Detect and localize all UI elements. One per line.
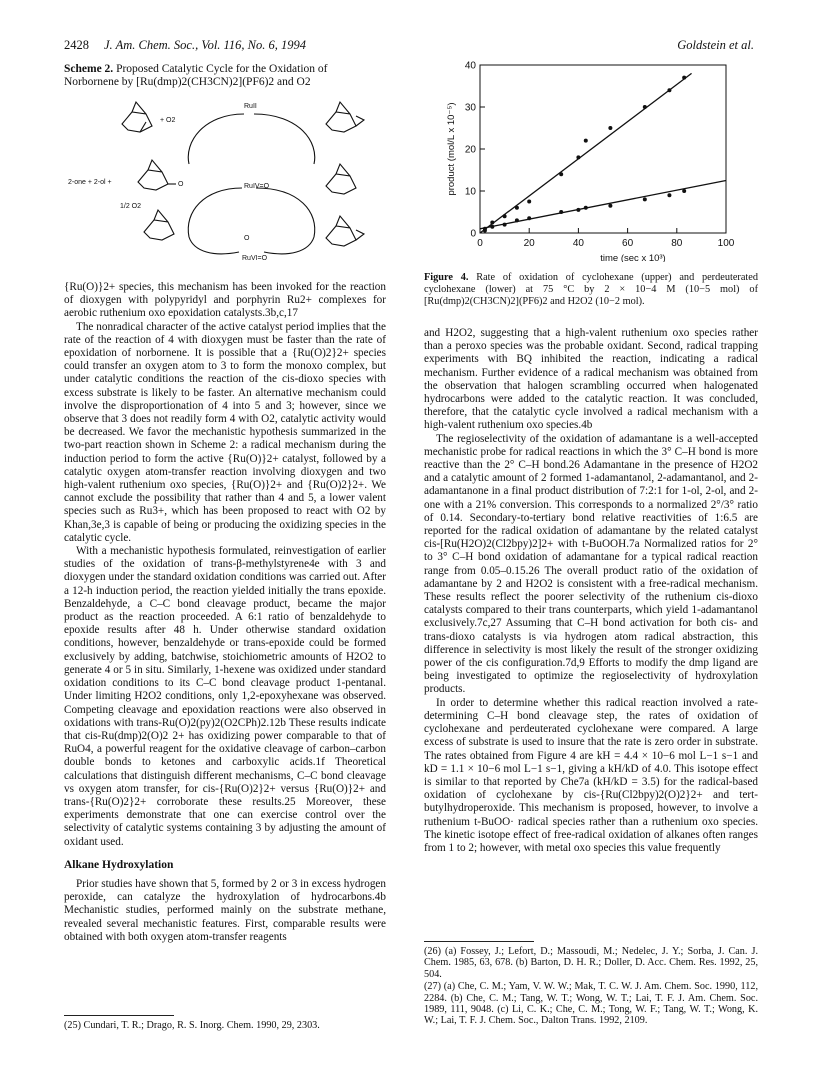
text-column-left — [64, 281, 386, 944]
series-perdeuterated-point — [503, 223, 507, 227]
series-perdeuterated-point — [682, 189, 686, 193]
x-tick-label: 80 — [671, 238, 683, 249]
section-heading: Alkane Hydroxylation — [64, 858, 174, 871]
series-perdeuterated-point — [584, 206, 588, 210]
text-column-right — [424, 327, 758, 855]
epoxide-structure-top — [326, 102, 364, 132]
paragraph: Prior studies have shown that 5, formed by 2 or 3 in excess hydrogen peroxide, can catalyze the hydroxylation of hydrocarbons.4b Mechanistic studies, performed mainly on the substrate methane, revealed several mechanistic features. First, comparable results were obtained with both oxygen atom-transfer reagents — [64, 877, 386, 943]
scheme-label-o-atom: O — [244, 235, 250, 242]
series-cyclohexane-point — [584, 139, 588, 143]
x-axis-label: time (sec x 10³) — [600, 253, 666, 262]
cycle-arc-upper-right — [254, 114, 315, 164]
series-perdeuterated-point — [608, 204, 612, 208]
series-cyclohexane-point — [667, 88, 671, 92]
figure-caption — [424, 272, 758, 307]
series-perdeuterated-point — [667, 193, 671, 197]
footnotes-right — [424, 946, 758, 1028]
paragraph: With a mechanistic hypothesis formulated, reinvestigation of earlier studies of the oxidation of trans-β-methylstyrene4e with 3 and dioxygen under the standard oxidation conditions was carried out. After a 12-h induction period, the reaction yielded initially the trans epoxide. Benzaldehyde, a C–C bond cleavage product, became the major product as the reaction proceeded. A 6:1 ratio of benzaldehyde to epoxide results after 48 h. Under otherwise standard oxidation conditions, however, benzaldehyde or trans-epoxide could be formed exclusively by adding, batchwise, stoichiometric amounts of H2O2 to generate 4 or 5 in situ. Similarly, 1-hexene was oxidized under standard oxidation conditions to its C–C bond cleavage product 1-pentanal. Under limiting H2O2 conditions, only 1,2-epoxyhexane was observed. Competing cleavage and epoxidation reactions were also observed in oxidations with trans-Ru(O)2(py)2(O2CPh)2.12b These results indicate that cis-Ru(dmp)2(O)2 2+ has oxidizing power comparable to that of RuO4, a powerful reagent for the oxidative cleavage of carbon–carbon double bonds to ketones and carboxylic acids.1f Theoretical calculations that distinguish different mechanisms, C–C bond cleavage vs oxygen atom transfer, for cis-{Ru(O)2}2+ versus {Ru(O)}2+ and trans-{Ru(O)2}2+ corroborate these results.25 Moreover, these experiments demonstrate that one can exercise control over the selectivity of catalytic systems containing 3 by adjusting the amount of oxidant used. — [64, 545, 386, 848]
y-axis-label: product (mol/L x 10⁻⁵) — [446, 102, 457, 196]
paragraph: and H2O2, suggesting that a high-valent ruthenium oxo species rather than a peroxo species was the probable oxidant. Second, radical trapping experiments with BQ inhibited the reaction, indicating a radical mechanism. Further evidence of a radical mechanism was obtained from the observation that halogen scrambling occurred when halogenated hydrocarbons were added to the catalytic reaction. It was concluded, therefore, that the catalytic cycle involved a radical mechanism with a high-valent ruthenium oxo species.4b — [424, 327, 758, 432]
cycle-arc-lower-right — [256, 188, 315, 237]
scheme-title — [64, 63, 384, 89]
series-perdeuterated-point — [576, 208, 580, 212]
x-tick-label: 40 — [572, 238, 584, 249]
scheme-label: Scheme 2. — [64, 63, 114, 75]
norbornene-structure — [122, 102, 152, 132]
footnote-rule-left — [64, 1015, 174, 1016]
cycle-arc-lower-left — [188, 188, 242, 237]
series-cyclohexane-point — [682, 76, 686, 80]
footnote: (25) Cundari, T. R.; Drago, R. S. Inorg. Chem. 1990, 29, 2303. — [64, 1020, 320, 1031]
paragraph: In order to determine whether this radical reaction involved a rate-determining C–H bond cleavage step, the rates of oxidation of cyclohexane and perdeuterated cyclohexane were compared. A large excess of substrate is used to insure that the rate is zero order in substrate. The rates obtained from Figure 4 are kH = 4.4 × 10−6 mol L−1 s−1 and kD = 1.1 × 10−6 mol L−1 s−1, giving a kH/kD of 4.0. This isotope effect is similar to that reported by Che7a (kH/kD = 3.5) for the radical-based oxidation of cyclohexane by cis-{Ru(Cl2bpy)2(O)2}2+ and tert-butylhydroperoxide. This mechanism is proposed, however, to involve a ruthenium t-BuOO· radical species rather than a ruthenium oxo species. The kinetic isotope effect of free-radical oxidation of alkanes often ranges from 1 to 2; however, with metal oxo species this value frequently — [424, 696, 758, 854]
series-cyclohexane-point — [608, 126, 612, 130]
scheme-label-ketone-o: O — [178, 181, 184, 188]
epoxide-structure-bottom — [326, 216, 364, 246]
scheme-label-half-o2: 1/2 O2 — [120, 203, 142, 210]
y-tick-label: 40 — [464, 60, 476, 72]
x-tick-label: 0 — [477, 238, 483, 249]
running-head — [64, 38, 754, 54]
scheme-title-text: Proposed Catalytic Cycle for the Oxidation of Norbornene by [Ru(dmp)2(CH3CN)2](PF6)2 and O2 — [64, 63, 328, 88]
norbornene-structure-right — [326, 164, 356, 194]
series-cyclohexane-point — [503, 214, 507, 218]
footnote: (26) (a) Fossey, J.; Lefort, D.; Massoudi, M.; Nedelec, J. Y.; Sorba, J. Can. J. Chem. 1985, 63, 678. (b) Barton, D. H. R.; Doller, D. Acc. Chem. Res. 1992, 25, 504. — [424, 946, 758, 980]
scheme-diagram — [64, 92, 384, 272]
figure-4-chart — [424, 57, 764, 262]
footnotes-left — [64, 1020, 386, 1032]
cycle-arc-bottom-right — [264, 237, 314, 254]
y-tick-label: 0 — [470, 228, 476, 240]
series-perdeuterated-point — [559, 210, 563, 214]
journal-citation: J. Am. Chem. Soc., Vol. 116, No. 6, 1994 — [104, 38, 306, 52]
scheme-label-ru-ii: RuII — [244, 103, 257, 110]
page-number: 2428 — [64, 38, 89, 52]
series-cyclohexane-point — [576, 155, 580, 159]
footnote-rule-right — [424, 941, 534, 942]
paragraph: {Ru(O)}2+ species, this mechanism has been invoked for the reaction of dioxygen with polypyridyl and porphyrin Ru2+ complexes for aerobic ruthenium oxo epoxidation catalysts.3b,c,17 — [64, 281, 386, 320]
paragraph: The regioselectivity of the oxidation of adamantane is a well-accepted mechanistic probe for radical reactions in which the 3° C–H bond is more reactive than the 2° C–H bond.26 Adamantane in the presence of H2O2 and a catalytic amount of 2 formed 1-adamantanol, 2-adamantanol, and 2-adamantanone in a final product distribution of 7:2:1 for 1-ol, 2-ol, and 2-one with a 21% conversion. This corresponds to a normalized 2°/3° ratio of 0.14. Secondary-to-tertiary bond relative reactivities of 1:6.5 are reported for the radical oxidation of adamantane by the related catalyst cis-[Ru(H2O)2(Cl2bpy)2]2+ with t-BuOOH.7a Normalized ratios for 2° to 3° C–H bond oxidation of adamantane for a typical radical reaction range from 0.05–0.15.26 The overall product ratio of the oxidation of adamantane by 2 and H2O2 is consistent with a free-radical mechanism. These results reflect the poorer selectivity of the ruthenium cis-dioxo catalysts compared to their trans counterparts, which yield 1-adamantanol exclusively.7c,27 Assuming that C–H bond activation for both cis- and trans-dioxo catalysts is via hydrogen atom radical abstraction, this difference in selectivity is most likely the result of the stronger oxidizing power of the cis configuration.7d,9 Efforts to modify the dmp ligand are being investigated to optimize the regioselectivity of hydroxylation products. — [424, 432, 758, 696]
x-tick-label: 60 — [622, 238, 634, 249]
cycle-arc-bottom-left — [189, 237, 239, 254]
y-tick-label: 10 — [464, 186, 476, 198]
scheme-label-ru-vi-o: RuVI=O — [242, 255, 268, 262]
ketone-structure — [138, 160, 176, 190]
scheme-label-ru-iv-o: RuIV=O — [244, 183, 270, 190]
series-cyclohexane-point — [559, 172, 563, 176]
norbornene-structure-bottom — [144, 210, 174, 240]
series-perdeuterated-point — [483, 228, 487, 232]
scheme-label-two-one: 2-one + 2-ol + — [68, 179, 112, 186]
series-perdeuterated-point — [490, 225, 494, 229]
series-cyclohexane-point — [515, 206, 519, 210]
x-tick-label: 100 — [717, 238, 735, 249]
x-tick-label: 20 — [523, 238, 535, 249]
series-cyclohexane-point — [527, 200, 531, 204]
footnote: (27) (a) Che, C. M.; Yam, V. W. W.; Mak, T. C. W. J. Am. Chem. Soc. 1990, 112, 2284. (b) Che, C. M.; Tang, W. T.; Wong, W. T.; Lai, T. F. J. Am. Chem. Soc. 1989, 111, 9048. (c) Li, C. K.; Che, C. M.; Tong, W. F.; Tang, W. T.; Wong, K. W.; Lai, T. F. J. Chem. Soc., Dalton Trans. 1992, 2109. — [424, 981, 758, 1027]
scheme-label-o2-plus: + O2 — [160, 117, 176, 124]
running-authors: Goldstein et al. — [677, 38, 754, 52]
figure-label: Figure 4. — [424, 272, 469, 283]
y-tick-label: 20 — [464, 144, 476, 156]
series-perdeuterated-point — [527, 216, 531, 220]
series-perdeuterated-point — [643, 197, 647, 201]
y-tick-label: 30 — [464, 102, 476, 114]
series-perdeuterated-point — [515, 218, 519, 222]
series-cyclohexane-point — [490, 221, 494, 225]
paragraph: The nonradical character of the active catalyst period implies that the rate of the reaction of 4 with dioxygen must be faster than the rate of epoxidation of norbornene. It is possible that a {Ru(O)2}2+ species could transfer an oxygen atom to 3 to form the monoxo complex, but under catalytic conditions the reaction of the cis-dioxo species with excess substrate is likely to be faster. An alternative mechanism could involve the disproportionation of 4 into 5 and 3; however, since we observe that 3 does not readily form 4 with O2, catalytic activity would be decreased. We favor the mechanistic hypothesis summarized in the two-part reaction shown in Scheme 2: a radical mechanism during the induction period to form the active {Ru(O)}2+ catalyst, followed by a catalytic oxygen atom-transfer reaction involving dioxygen and two high-valent ruthenium oxo species, {Ru(O)}2+ and {Ru(O)2}2+. We cannot exclude the possibility that rather than 4 and 5, a lower valent species such as Ru3+, which has been proposed to react with O2 by Khan,3e,3 is capable of being or producing the oxidizing species in the catalytic cycle. — [64, 320, 386, 544]
series-cyclohexane-point — [643, 105, 647, 109]
cycle-arc-upper-left — [188, 114, 244, 164]
figure-caption-text: Rate of oxidation of cyclohexane (upper) and perdeuterated cyclohexane (lower) at 75 °C by 2 × 10−4 M (10−5 mol) of [Ru(dmp)2(CH3CN)2](PF6)2 and H2O2 (10−2 mol). — [424, 272, 758, 307]
